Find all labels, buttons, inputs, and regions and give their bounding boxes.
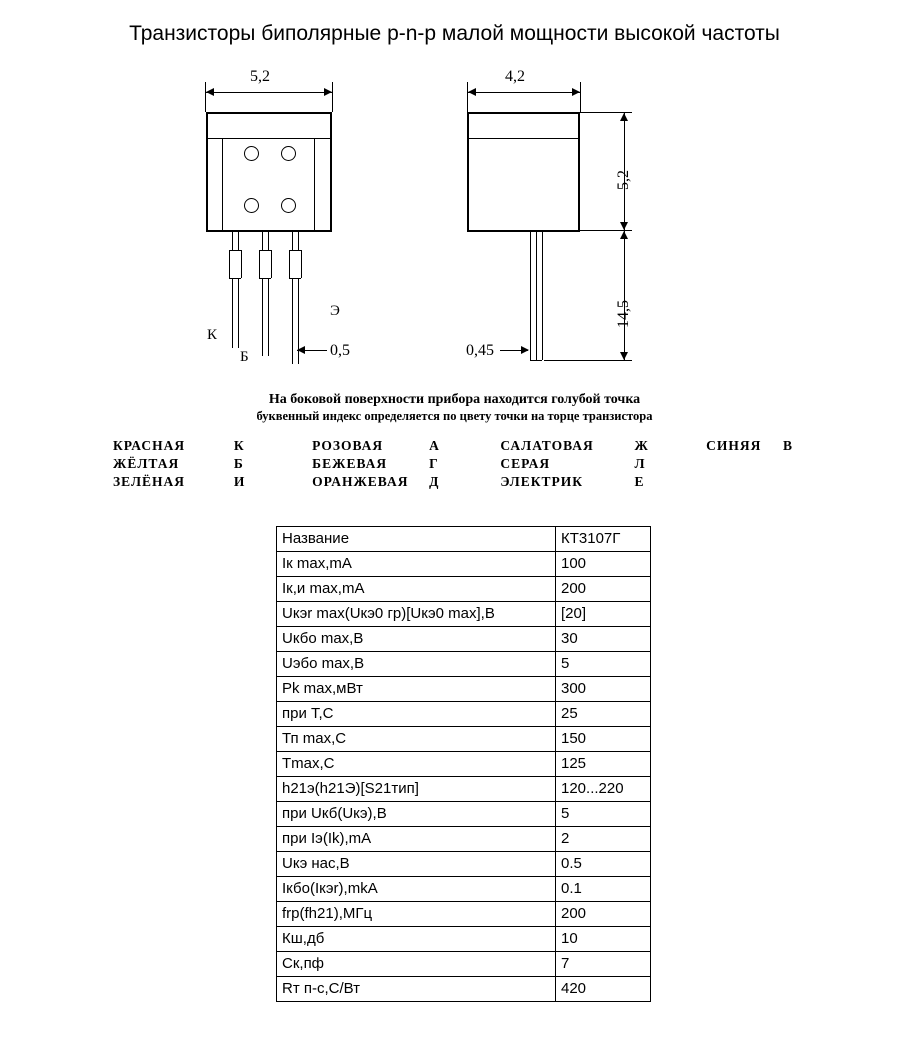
parameter-name: Uкэ нас,В bbox=[277, 852, 556, 877]
table-row bbox=[277, 577, 651, 602]
dim-label-right-width: 4,2 bbox=[505, 68, 525, 85]
dim-ext-line bbox=[580, 82, 581, 112]
dim-arrow bbox=[521, 346, 529, 354]
pin-label-base: Б bbox=[240, 349, 249, 365]
lead-leg bbox=[536, 232, 537, 360]
parameter-name: Тп max,С bbox=[277, 727, 556, 752]
lead-neck bbox=[292, 232, 293, 250]
legend-letter: Б bbox=[233, 456, 244, 471]
parameter-value: КТ3107Г bbox=[556, 527, 651, 552]
dim-arrow bbox=[620, 222, 628, 230]
lead-pad bbox=[229, 250, 241, 251]
dim-arrow bbox=[572, 88, 580, 96]
parameter-value: 200 bbox=[556, 577, 651, 602]
parameter-value: 0.1 bbox=[556, 877, 651, 902]
lead-leg bbox=[232, 278, 233, 348]
lead-neck bbox=[262, 232, 263, 250]
dim-arrow bbox=[324, 88, 332, 96]
parameter-value: 100 bbox=[556, 552, 651, 577]
lead-pad bbox=[271, 250, 272, 278]
table-row bbox=[277, 527, 651, 552]
lead-neck bbox=[232, 232, 233, 250]
parameter-name: Название bbox=[277, 527, 556, 552]
body-inner-line bbox=[222, 138, 223, 230]
lead-pad bbox=[289, 278, 301, 279]
lead-pad bbox=[259, 278, 271, 279]
legend-color: ЖЁЛТАЯ bbox=[113, 456, 180, 471]
legend-color: СИНЯЯ bbox=[706, 438, 762, 453]
dim-ext-line bbox=[205, 82, 206, 112]
dim-ext-line bbox=[332, 82, 333, 112]
legend-letter: Г bbox=[429, 456, 439, 471]
parameter-value: 200 bbox=[556, 902, 651, 927]
lead-pad bbox=[229, 278, 241, 279]
parameter-value: 300 bbox=[556, 677, 651, 702]
table-row bbox=[277, 727, 651, 752]
legend-color: КРАСНАЯ bbox=[113, 438, 186, 453]
parameter-name: Rт п-с,С/Вт bbox=[277, 977, 556, 1002]
parameter-value: 25 bbox=[556, 702, 651, 727]
dim-ext-line bbox=[544, 360, 632, 361]
table-row bbox=[277, 702, 651, 727]
color-code-legend bbox=[113, 437, 793, 491]
body-outline bbox=[206, 230, 332, 232]
legend-color: РОЗОВАЯ bbox=[312, 438, 384, 453]
parameter-name: Uкбо max,В bbox=[277, 627, 556, 652]
parameter-name: при Uкб(Uкэ),В bbox=[277, 802, 556, 827]
lead-pad bbox=[289, 250, 290, 278]
body-outline bbox=[578, 112, 580, 232]
body-outline bbox=[206, 112, 208, 232]
parameter-value: 2 bbox=[556, 827, 651, 852]
table-row bbox=[277, 877, 651, 902]
dim-arrow bbox=[620, 231, 628, 239]
dim-label-body-height: 5,2 bbox=[615, 170, 632, 190]
parameter-name: Uэбо max,В bbox=[277, 652, 556, 677]
legend-color bbox=[706, 473, 783, 491]
legend-letter: К bbox=[233, 438, 245, 453]
parameter-value: 150 bbox=[556, 727, 651, 752]
pin-label-emitter: Э bbox=[330, 303, 340, 319]
legend-color: ЗЕЛЁНАЯ bbox=[113, 474, 186, 489]
table-row bbox=[277, 627, 651, 652]
parameter-name: Ск,пф bbox=[277, 952, 556, 977]
lead-pad bbox=[259, 250, 260, 278]
parameter-value: 5 bbox=[556, 802, 651, 827]
parameter-value: 125 bbox=[556, 752, 651, 777]
body-flange-line bbox=[467, 138, 580, 139]
lead-neck bbox=[268, 232, 269, 250]
specifications-table bbox=[276, 526, 651, 1002]
mount-hole bbox=[244, 198, 259, 213]
dim-label-lead-left: 0,5 bbox=[330, 342, 350, 359]
dim-arrow bbox=[297, 346, 305, 354]
dim-label-lead-right: 0,45 bbox=[466, 342, 494, 359]
table-row bbox=[277, 652, 651, 677]
parameter-name: Тmax,С bbox=[277, 752, 556, 777]
parameter-value: 0.5 bbox=[556, 852, 651, 877]
dim-line-top-right bbox=[467, 92, 580, 93]
table-row bbox=[277, 977, 651, 1002]
parameter-value: [20] bbox=[556, 602, 651, 627]
lead-end bbox=[530, 360, 542, 361]
table-row bbox=[277, 677, 651, 702]
legend-letter bbox=[783, 473, 793, 491]
table-row bbox=[277, 602, 651, 627]
table-row bbox=[277, 752, 651, 777]
note-line-1: На боковой поверхности прибора находится голубой точка bbox=[268, 392, 641, 407]
transistor-drawing bbox=[0, 60, 909, 420]
parameter-name: Pk max,мВт bbox=[277, 677, 556, 702]
parameter-value: 10 bbox=[556, 927, 651, 952]
dim-label-left-width: 5,2 bbox=[250, 68, 270, 85]
legend-letter: Е bbox=[634, 474, 645, 489]
legend-letter: А bbox=[429, 438, 440, 453]
parameter-name: Iк,и max,mA bbox=[277, 577, 556, 602]
lead-leg bbox=[268, 278, 269, 356]
dim-arrow bbox=[206, 88, 214, 96]
table-row bbox=[277, 902, 651, 927]
parameter-value: 7 bbox=[556, 952, 651, 977]
parameter-name: Uкэr max(Uкэ0 гр)[Uкэ0 max],В bbox=[277, 602, 556, 627]
legend-color: БЕЖЕВАЯ bbox=[312, 456, 388, 471]
lead-pad bbox=[259, 250, 271, 251]
parameter-name: Кш,дб bbox=[277, 927, 556, 952]
parameter-value: 5 bbox=[556, 652, 651, 677]
table-row bbox=[277, 802, 651, 827]
page-title: Транзисторы биполярные p-n-p малой мощности высокой частоты bbox=[129, 22, 780, 45]
body-outline bbox=[206, 112, 332, 114]
parameter-name: frp(fh21),МГц bbox=[277, 902, 556, 927]
table-row bbox=[277, 927, 651, 952]
dim-arrow bbox=[468, 88, 476, 96]
dim-arrow bbox=[620, 113, 628, 121]
lead-pad bbox=[289, 250, 301, 251]
legend-color: САЛАТОВАЯ bbox=[500, 438, 594, 453]
body-inner-line bbox=[314, 138, 315, 230]
dim-arrow bbox=[620, 352, 628, 360]
legend-letter: Л bbox=[634, 456, 646, 471]
lead-leg bbox=[530, 232, 531, 360]
table-row bbox=[277, 852, 651, 877]
mount-hole bbox=[281, 146, 296, 161]
mount-hole bbox=[244, 146, 259, 161]
legend-row bbox=[113, 473, 793, 491]
lead-pad bbox=[229, 250, 230, 278]
lead-pad bbox=[241, 250, 242, 278]
parameter-name: при Т,С bbox=[277, 702, 556, 727]
legend-letter bbox=[783, 455, 793, 473]
body-outline bbox=[467, 112, 469, 232]
legend-letter: В bbox=[782, 438, 793, 453]
legend-color: СЕРАЯ bbox=[500, 456, 551, 471]
lead-leg bbox=[292, 278, 293, 364]
lead-leg bbox=[262, 278, 263, 356]
dim-line-top-left bbox=[205, 92, 332, 93]
parameter-value: 120...220 bbox=[556, 777, 651, 802]
lead-pad bbox=[301, 250, 302, 278]
pin-label-collector: К bbox=[207, 327, 218, 343]
legend-row bbox=[113, 455, 793, 473]
legend-color: ЭЛЕКТРИК bbox=[500, 474, 584, 489]
table-row bbox=[277, 552, 651, 577]
lead-leg bbox=[238, 278, 239, 348]
note-line-2: буквенный индекс определяется по цвету точки на торце транзистора bbox=[256, 409, 653, 423]
parameter-name: Iк max,mA bbox=[277, 552, 556, 577]
parameter-value: 420 bbox=[556, 977, 651, 1002]
dim-ext-line bbox=[467, 82, 468, 112]
parameter-name: Iкбо(Iкэr),mkA bbox=[277, 877, 556, 902]
legend-letter: И bbox=[233, 474, 246, 489]
legend-letter: Ж bbox=[634, 438, 649, 453]
lead-neck bbox=[238, 232, 239, 250]
parameter-name: при Iэ(Ik),mA bbox=[277, 827, 556, 852]
parameter-value: 30 bbox=[556, 627, 651, 652]
dim-label-lead-height: 14,5 bbox=[615, 300, 632, 328]
body-outline bbox=[330, 112, 332, 232]
lead-leg bbox=[542, 232, 543, 360]
body-outline bbox=[467, 230, 580, 232]
mount-hole bbox=[281, 198, 296, 213]
legend-color: ОРАНЖЕВАЯ bbox=[312, 474, 409, 489]
table-row bbox=[277, 777, 651, 802]
lead-neck bbox=[298, 232, 299, 250]
table-row bbox=[277, 827, 651, 852]
table-row bbox=[277, 952, 651, 977]
dim-line-lead-height bbox=[624, 230, 625, 360]
body-outline bbox=[467, 112, 580, 114]
parameter-name: h21э(h21Э)[S21тип] bbox=[277, 777, 556, 802]
legend-color bbox=[706, 455, 783, 473]
legend-row bbox=[113, 437, 793, 455]
legend-letter: Д bbox=[429, 474, 440, 489]
